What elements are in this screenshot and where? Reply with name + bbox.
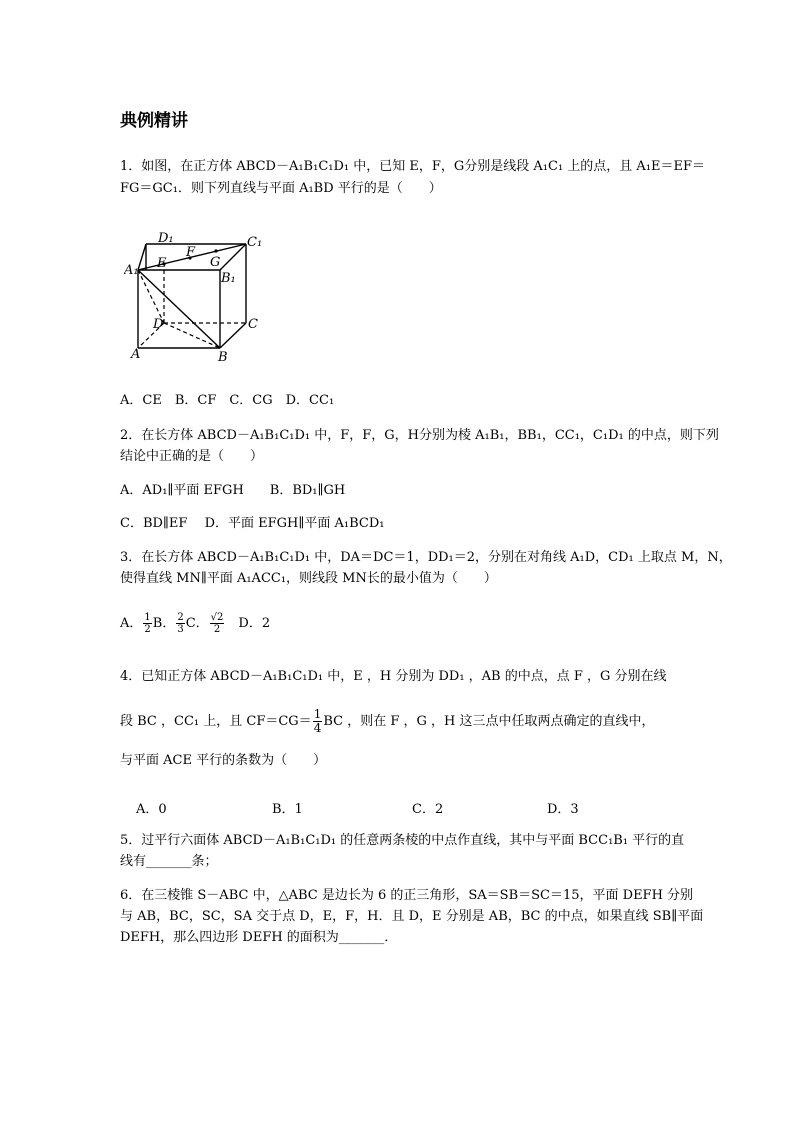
problem-4-option-b: B．1 (272, 802, 303, 817)
label-d: D (153, 317, 164, 332)
problem-4-option-c: C．2 (412, 802, 444, 817)
problem-3-line-2: 使得直线 MN∥平面 A₁ACC₁，则线段 MN长的最小值为（ ） (120, 571, 497, 586)
problem-5-line-2: 线有_______条； (120, 854, 218, 869)
section-title: 典例精讲 (120, 111, 188, 131)
label-a: A (131, 347, 141, 362)
edge-c1b1 (220, 244, 246, 270)
label-e: E (157, 256, 167, 271)
label-g: G (210, 255, 221, 270)
problem-6-line-2: 与 AB，BC，SC，SA 交于点 D，E，F，H．且 D，E 分别是 AB，BC 的中点，如果直线 SB∥平面 (120, 909, 704, 924)
problem-1-line-2: FG＝GC₁．则下列直线与平面 A₁BD 平行的是（ ） (120, 181, 442, 196)
problem-4-option-d: D．3 (547, 802, 579, 817)
problem-2-line-1: 2．在长方体 ABCD－A₁B₁C₁D₁ 中，F，F，G，H分别为棱 A₁B₁，BB₁，CC₁，C₁D₁ 的中点，则下列 (120, 428, 719, 443)
cube-figure (124, 230, 274, 365)
label-a1: A₁ (124, 263, 139, 278)
label-b: B (218, 350, 228, 365)
problem-3-line-1: 3．在长方体 ABCD－A₁B₁C₁D₁ 中，DA＝DC＝1，DD₁＝2，分别在对角线 A₁D，CD₁ 上取点 M，N， (120, 550, 732, 565)
problem-3-options: A． $\frac{1}{2}$ B． $\frac{2}{3}$ C． $\frac{√2}{2}$ D．2 (120, 612, 271, 635)
label-b1: B₁ (221, 271, 236, 286)
problem-1-options: A．CE B．CF C．CG D．CC₁ (120, 393, 335, 408)
problem-2-options-2: C．BD∥EF D．平面 EFGH∥平面 A₁BCD₁ (120, 516, 385, 531)
hidden-diagonal-a1d (138, 270, 164, 323)
fraction-root2-over-2: $\frac{√2}{2}$ (210, 612, 224, 635)
diagonal-a1b (138, 270, 220, 348)
fraction-two-thirds: $\frac{2}{3}$ (177, 612, 184, 635)
problem-4-line-3: 与平面 ACE 平行的条数为（ ） (120, 753, 327, 768)
problem-4-line-2: 段 BC ，CC₁ 上，且 CF＝CG＝ $\frac{1}{4}$ BC ，则在 F ，G ，H 这三点中任取两点确定的直线中， (120, 707, 655, 735)
fraction-one-quarter: $\frac{1}{4}$ (313, 707, 322, 735)
problem-6-line-1: 6．在三棱锥 S－ABC 中，△ABC 是边长为 6 的正三角形，SA＝SB＝SC＝15，平面 DEFH 分别 (120, 888, 694, 903)
problem-4-option-a: A．0 (136, 802, 167, 817)
fraction-one-half: $\frac{1}{2}$ (144, 612, 151, 635)
problem-1-line-1: 1．如图，在正方体 ABCD－A₁B₁C₁D₁ 中，已知 E，F，G分别是线段 A₁C₁ 上的点，且 A₁E＝EF＝ (120, 159, 706, 174)
label-c: C (248, 317, 258, 332)
problem-6-line-3: DEFH，那么四边形 DEFH 的面积为_______． (120, 930, 398, 945)
point-g (214, 249, 217, 252)
problem-4-line-1: 4．已知正方体 ABCD－A₁B₁C₁D₁ 中，E ，H 分别为 DD₁ ，AB 的中点，点 F ，G 分别在线 (120, 669, 667, 684)
problem-2-line-2: 结论中正确的是（ ） (120, 449, 264, 464)
problem-5-line-1: 5．过平行六面体 ABCD－A₁B₁C₁D₁ 的任意两条棱的中点作直线，其中与平面 BCC₁B₁ 平行的直 (120, 833, 685, 848)
edge-bc (220, 323, 246, 348)
edge-d1a1 (138, 244, 146, 270)
hidden-diagonal-db (164, 323, 220, 348)
problem-2-options-1: A．AD₁∥平面 EFGH B．BD₁∥GH (120, 483, 346, 498)
label-f: F (186, 245, 196, 260)
label-d1: D₁ (158, 231, 174, 246)
label-c1: C₁ (247, 235, 263, 250)
